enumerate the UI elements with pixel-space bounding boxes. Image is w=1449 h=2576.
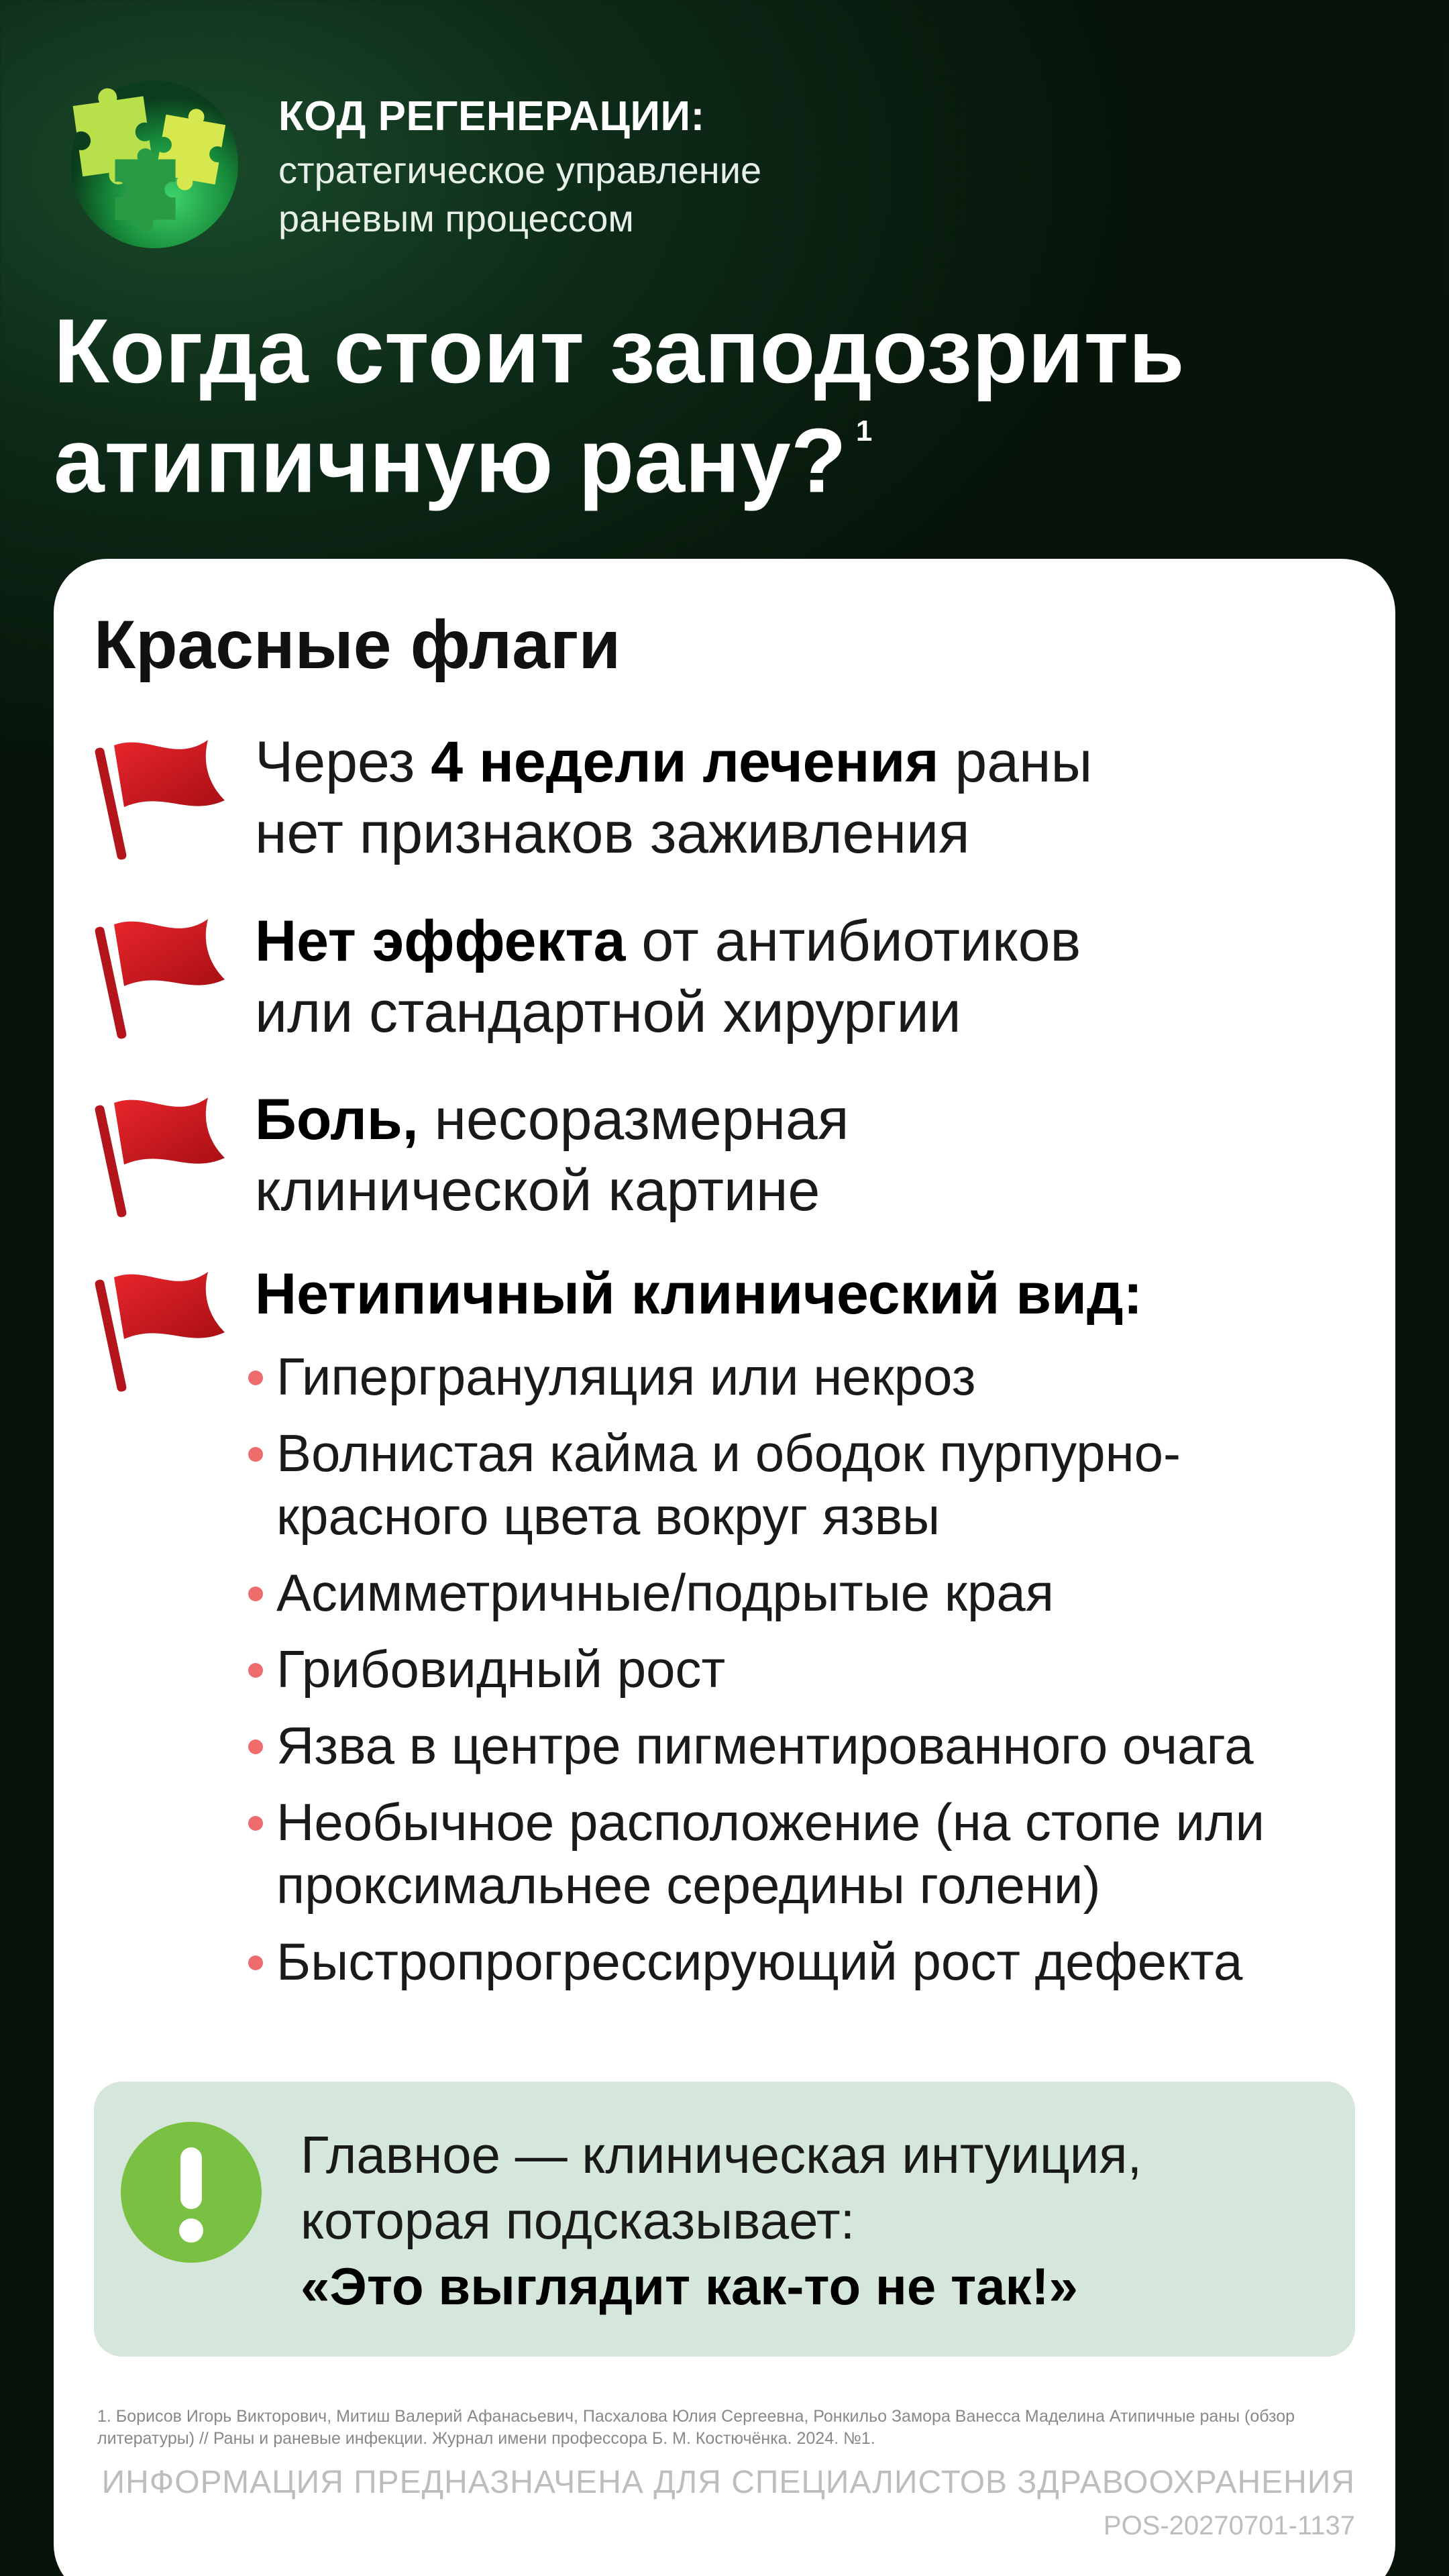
list-item: Быстропрогрессирующий рост дефекта <box>248 1930 1375 1993</box>
flag-text-part: клинической картине <box>255 1159 820 1223</box>
flag-text <box>255 1084 1368 1226</box>
note-line: которая подсказывает: <box>301 2191 855 2250</box>
footnote-reference: 1. Борисов Игорь Викторович, Митиш Валерий Афанасьевич, Пасхалова Юлия Сергеевна, Ронкильо Замора Ванесса Маделина Атипичные раны (обзор литературы) // Раны и раневые инфекции. Журнал имени профессора Б. М. Костючёнка. 2024. №1. <box>97 2407 1295 2448</box>
flag-text <box>255 1258 1368 1330</box>
flag-text-part: несоразмерная <box>418 1087 849 1152</box>
brand-subtitle-line: раневым процессом <box>278 197 634 239</box>
flag-text-part: раны <box>938 730 1093 794</box>
card-title: Красные флаги <box>94 606 621 683</box>
puzzle-logo-icon <box>64 74 245 248</box>
page-title-line: Когда стоит заподозрить <box>54 300 1185 402</box>
flag-text <box>255 727 1368 869</box>
list-item: Необычное расположение (на стопе или проксимальнее середины голени) <box>248 1790 1375 1917</box>
flag-text-bold: Боль, <box>255 1087 419 1152</box>
disclaimer: ИНФОРМАЦИЯ ПРЕДНАЗНАЧЕНА ДЛЯ СПЕЦИАЛИСТОВ ЗДРАВООХРАНЕНИЯ <box>101 2465 1355 2500</box>
red-flag-icon <box>94 1258 235 1393</box>
list-item: Волнистая кайма и ободок пурпурно-красного цвета вокруг язвы <box>248 1421 1375 1548</box>
note-emphasis: «Это выглядит как-то не так!» <box>301 2257 1078 2316</box>
page-title <box>54 301 1395 511</box>
flag-text-bold: Нет эффекта <box>255 909 626 973</box>
red-flags-card <box>54 559 1395 2576</box>
flag-text-bold: 4 недели лечения <box>431 730 939 794</box>
key-note-box <box>94 2082 1355 2357</box>
list-item: Язва в центре пигментированного очага <box>248 1714 1375 1777</box>
flag-item <box>94 727 1368 874</box>
footnote-mark: 1 <box>855 415 873 447</box>
exclamation-icon <box>121 2122 262 2263</box>
page-title-line: атипичную рану? <box>54 409 847 512</box>
document-code: POS-20270701-1137 <box>1103 2511 1355 2540</box>
note-line: Главное — клиническая интуиция, <box>301 2125 1142 2184</box>
red-flag-icon <box>94 906 235 1040</box>
flag-item <box>94 906 1368 1053</box>
header <box>64 74 1405 255</box>
flag-text <box>255 906 1368 1048</box>
flag-text-part: Через <box>255 730 431 794</box>
note-text <box>301 2122 1334 2319</box>
flag-item <box>94 1084 1368 1232</box>
flag-text-bold: Нетипичный клинический вид: <box>255 1262 1143 1326</box>
list-item: Асимметричные/подрытые края <box>248 1561 1375 1624</box>
flag-text-part: нет признаков заживления <box>255 801 970 865</box>
brand-subtitle-line: стратегическое управление <box>278 149 762 191</box>
red-flag-icon <box>94 727 235 861</box>
list-item: Гипергрануляция или некроз <box>248 1345 1375 1408</box>
bullet-list <box>248 1345 1375 2006</box>
flag-text-part: или стандартной хирургии <box>255 980 961 1044</box>
brand-title: КОД РЕГЕНЕРАЦИИ: <box>278 93 705 140</box>
list-item: Грибовидный рост <box>248 1638 1375 1701</box>
red-flag-icon <box>94 1084 235 1218</box>
flag-text-part: от антибиотиков <box>625 909 1081 973</box>
brand-subtitle <box>278 146 1083 243</box>
